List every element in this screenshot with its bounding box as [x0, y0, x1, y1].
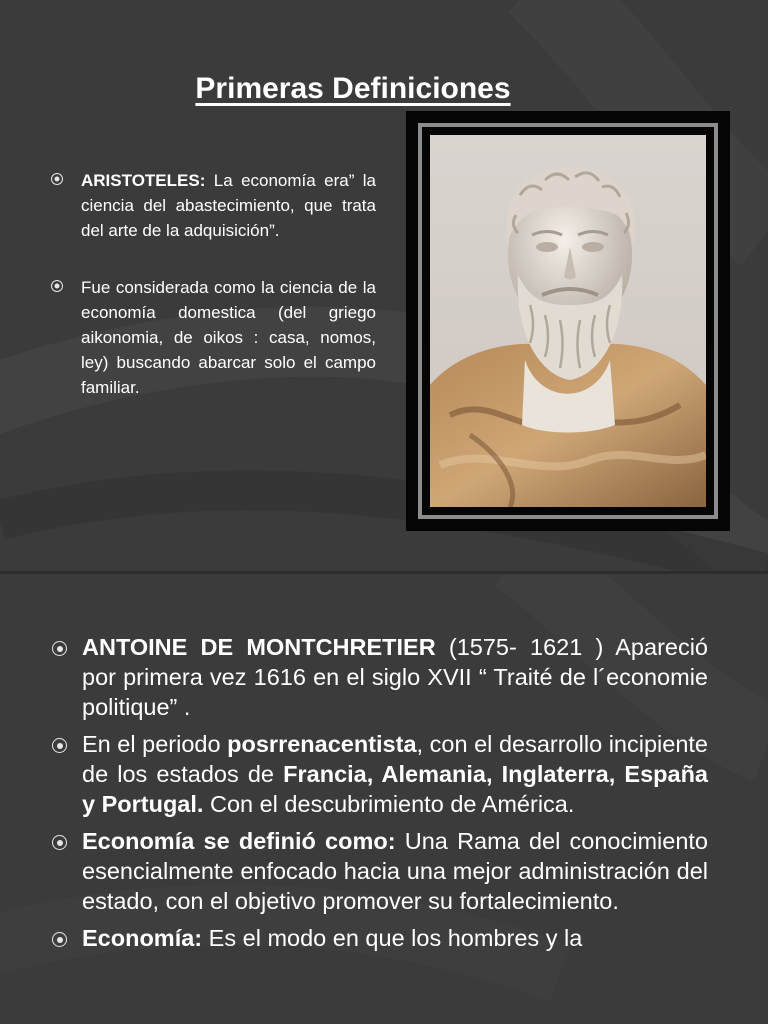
- bullet-text: ”.: [269, 221, 280, 240]
- circle-dot-bullet-icon: [51, 173, 63, 185]
- bullet-emphasis: adquisición: [184, 221, 270, 240]
- bullet-text: Es el modo en que los hombres y la: [202, 925, 583, 951]
- portrait-frame: [406, 111, 730, 531]
- portrait-border: [418, 123, 718, 519]
- bullet-text: Una Rama del conocimiento esencialmente enfocado hacia una mejor administración del estado, con el objetivo promover su fortalecimiento.: [82, 828, 708, 914]
- aristotle-bust-image: [430, 135, 706, 507]
- slide-2: [0, 574, 768, 1024]
- bullet-emphasis: era: [324, 171, 349, 190]
- list-item-economia-domestica: [81, 275, 376, 400]
- bullet-text: Con el descubrimiento de América.: [203, 791, 575, 817]
- circle-dot-bullet-icon: [52, 835, 67, 850]
- aristotle-bust-illustration: [430, 135, 706, 507]
- circle-dot-bullet-icon: [52, 641, 67, 656]
- bullet-bold: posrrenacentista: [227, 731, 417, 757]
- slide-title: Primeras Definiciones: [195, 72, 511, 106]
- bullet-text: (1575- 1621 ) Apareció por primera vez 1616 en el siglo XVII “ Traité de l´economie politique” .: [82, 634, 708, 720]
- bullet-label: Economía se definió como:: [82, 828, 396, 854]
- bullet-text: ” la ciencia del abastecimiento, que trata del arte de la: [81, 171, 376, 240]
- list-item-montchretier: [82, 632, 708, 722]
- definition-list: [81, 168, 376, 432]
- bullet-text: , con el desarrollo incipiente de los estados de: [82, 731, 708, 787]
- circle-dot-bullet-icon: [52, 932, 67, 947]
- list-item-posrrenacentista: [82, 729, 708, 819]
- bullet-label: Economía:: [82, 925, 203, 951]
- list-item-aristoteles: [81, 168, 376, 243]
- circle-dot-bullet-icon: [52, 738, 67, 753]
- bullet-bold: Francia, Alemania, Inglaterra, España y Portugal.: [82, 761, 708, 817]
- bullet-label: ARISTOTELES:: [81, 171, 206, 190]
- bullet-text: En el periodo: [82, 731, 228, 757]
- list-item-economia-modo: [82, 923, 708, 953]
- list-item-economia-definicion: [82, 826, 708, 916]
- bullet-label: ANTOINE DE MONTCHRETIER: [82, 634, 436, 660]
- bullet-text: La economía: [205, 171, 325, 190]
- bullet-text: Fue considerada como la ciencia de la economía domestica (del griego aikonomia, de oikos : casa, nomos, ley) buscando abarcar solo el campo familiar.: [81, 278, 376, 397]
- circle-dot-bullet-icon: [51, 280, 63, 292]
- history-list: [82, 632, 708, 960]
